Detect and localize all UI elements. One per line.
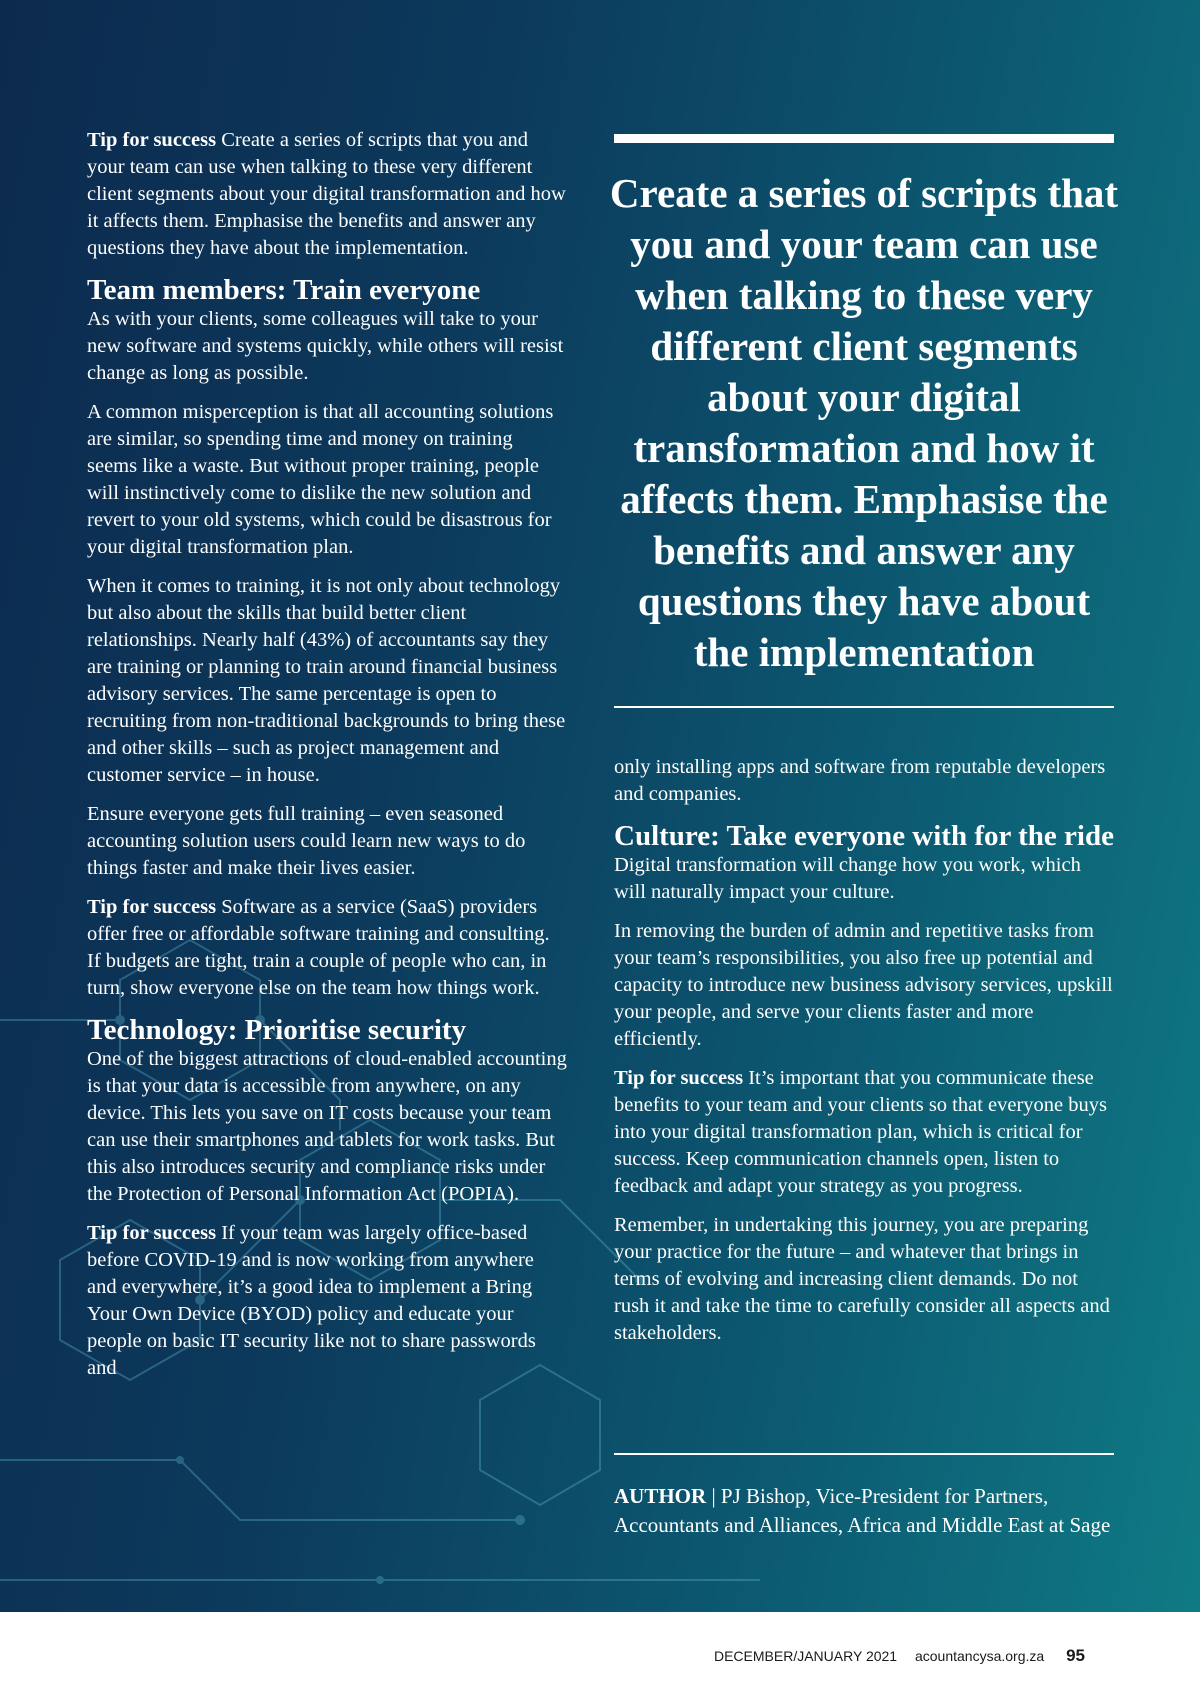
body-paragraph: Digital transformation will change how you work, which will naturally impact your culture. [614, 854, 1081, 903]
tip-label: Tip for success [614, 1067, 744, 1089]
body-paragraph: A common misperception is that all accounting solutions are similar, so spending time and money on training seems like a waste. But without proper training, people will instinctively come to dislike the new solution and revert to your old systems, which could be disastrous for your digital transformation plan. [87, 401, 554, 558]
tip-text: It’s important that you communicate these benefits to your team and your clients so that everyone buys into your digital transformation plan, which is critical for success. Keep communication channels open, listen to feedback and adapt your strategy as you progress. [614, 1067, 1108, 1197]
tip-paragraph [87, 894, 567, 1002]
author-label: AUTHOR [614, 1484, 707, 1508]
pullquote-top-bar [614, 134, 1114, 143]
author-rule [614, 1453, 1114, 1455]
author-credit [614, 1482, 1114, 1540]
pullquote-bottom-rule [614, 706, 1114, 708]
right-column [614, 754, 1114, 1359]
tip-text: If your team was largely office-based before COVID-19 and is now working from anywhere and everywhere, it’s a good idea to implement a Bring Your Own Device (BYOD) policy and educate your people on basic IT security like not to share passwords and [87, 1222, 536, 1379]
body-paragraph: One of the biggest attractions of cloud-enabled accounting is that your data is accessible from anywhere, on any device. This lets you save on IT costs because your team can use their smartphones and tablets for work tasks. But this also introduces security and compliance risks under the Protection of Personal Information Act (POPIA). [87, 1048, 567, 1205]
body-paragraph: When it comes to training, it is not only about technology but also about the skills that build better client relationships. Nearly half (43%) of accountants say they are training or planning to train around financial business advisory services. The same percentage is open to recruiting from non-traditional backgrounds to bring these and other skills – such as project management and customer service – in house. [87, 575, 566, 786]
body-paragraph: In removing the burden of admin and repetitive tasks from your team’s responsibilities, you also free up potential and capacity to introduce new business advisory services, upskill your people, and serve your clients faster and more efficiently. [614, 920, 1113, 1050]
tip-paragraph [87, 127, 567, 262]
section-heading-team: Team members: Train everyone [87, 274, 481, 306]
tip-text: Create a series of scripts that you and your team can use when talking to these very different client segments about your digital transformation and how it affects them. Emphasise the benefits and answer any questions they have about the implementation. [87, 129, 566, 259]
body-paragraph: only installing apps and software from reputable developers and companies. [614, 756, 1106, 805]
author-separator: | [706, 1484, 721, 1508]
tip-text: Software as a service (SaaS) providers offer free or affordable software training and consulting. If budgets are tight, train a couple of people who can, in turn, show everyone else on the team how things work. [87, 896, 550, 999]
page-number: 95 [1066, 1646, 1085, 1665]
body-paragraph: Ensure everyone gets full training – even seasoned accounting solution users could learn new ways to do things faster and make their lives easier. [87, 803, 526, 879]
issue-date: DECEMBER/JANUARY 2021 [713, 1648, 898, 1664]
section-heading-culture: Culture: Take everyone with for the ride [614, 820, 1114, 852]
section-heading-technology: Technology: Prioritise security [87, 1014, 467, 1046]
body-paragraph: Remember, in undertaking this journey, you are preparing your practice for the future – and whatever that brings in terms of evolving and increasing client demands. Do not rush it and take the time to carefully consider all aspects and stakeholders. [614, 1214, 1110, 1344]
tip-label: Tip for success [87, 129, 217, 151]
left-column [87, 127, 567, 1394]
author-text: PJ Bishop, Vice-President for Partners, Accountants and Alliances, Africa and Middle East at Sage [614, 1484, 1111, 1537]
website: acountancysa.org.za [914, 1648, 1045, 1664]
tip-label: Tip for success [87, 896, 217, 918]
tip-label: Tip for success [87, 1222, 217, 1244]
tip-paragraph [614, 1065, 1114, 1200]
body-paragraph: As with your clients, some colleagues will take to your new software and systems quickly, while others will resist change as long as possible. [87, 308, 564, 384]
pullquote: Create a series of scripts that you and your team can use when talking to these very different client segments about your digital transformation and how it affects them. Emphasise the benefits and answer any questions they have about the implementation [609, 170, 1119, 675]
tip-paragraph [87, 1220, 567, 1382]
page-footer [700, 1646, 1085, 1666]
